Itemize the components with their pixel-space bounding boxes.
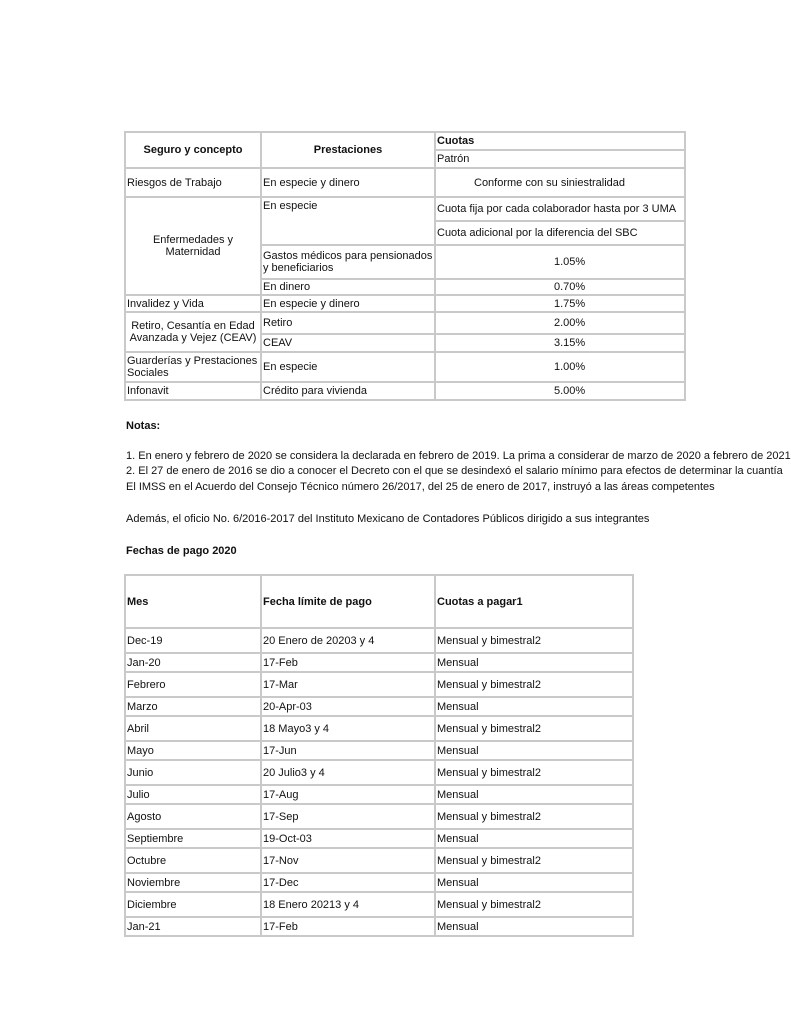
fechas-cell-cuotas: Mensual y bimestral2 (435, 760, 633, 785)
fechas-cell-fecha: 18 Enero 20213 y 4 (261, 892, 435, 917)
fechas-header-fecha: Fecha límite de pago (261, 575, 435, 628)
fechas-cell-fecha: 17-Feb (261, 917, 435, 936)
cuotas-table (124, 131, 686, 401)
retiro-retiro-cuota: 2.00% (435, 312, 685, 334)
fechas-cell-cuotas: Mensual (435, 917, 633, 936)
fechas-title: Fechas de pago 2020 (126, 545, 237, 557)
table-row (125, 848, 633, 873)
header-seguro: Seguro y concepto (125, 132, 261, 168)
fechas-cell-cuotas: Mensual y bimestral2 (435, 628, 633, 653)
fechas-cell-fecha: 20 Julio3 y 4 (261, 760, 435, 785)
fechas-cell-mes: Agosto (125, 804, 261, 829)
fechas-table-container (124, 574, 632, 934)
retiro-retiro: Retiro (261, 312, 435, 334)
fechas-cell-cuotas: Mensual y bimestral2 (435, 804, 633, 829)
fechas-cell-fecha: 17-Dec (261, 873, 435, 892)
infonavit-prest: Crédito para vivienda (261, 382, 435, 400)
fechas-cell-mes: Noviembre (125, 873, 261, 892)
nota-line-3: El IMSS en el Acuerdo del Consejo Técnico número 26/2017, del 25 de enero de 2017, instruyó a las áreas competentes (126, 481, 715, 493)
fechas-cell-mes: Diciembre (125, 892, 261, 917)
fechas-cell-mes: Jan-21 (125, 917, 261, 936)
riesgos-seguro: Riesgos de Trabajo (125, 168, 261, 197)
fechas-header-cuotas: Cuotas a pagar1 (435, 575, 633, 628)
table-row (125, 892, 633, 917)
table-row (125, 741, 633, 760)
fechas-table (124, 574, 634, 937)
fechas-cell-mes: Marzo (125, 697, 261, 716)
fechas-cell-fecha: 20 Enero de 20203 y 4 (261, 628, 435, 653)
enfermedades-dinero-cuota: 0.70% (435, 279, 685, 295)
fechas-cell-mes: Junio (125, 760, 261, 785)
enfermedades-especie: En especie (261, 197, 435, 245)
fechas-cell-mes: Febrero (125, 672, 261, 697)
guarderias-prest: En especie (261, 352, 435, 382)
enfermedades-cuota-fija: Cuota fija por cada colaborador hasta por 3 UMA (435, 197, 685, 221)
fechas-cell-cuotas: Mensual (435, 873, 633, 892)
fechas-cell-mes: Mayo (125, 741, 261, 760)
table-row (125, 672, 633, 697)
infonavit-seguro: Infonavit (125, 382, 261, 400)
fechas-cell-mes: Septiembre (125, 829, 261, 848)
retiro-ceav-cuota: 3.15% (435, 334, 685, 352)
table-row (125, 917, 633, 936)
invalidez-prest: En especie y dinero (261, 295, 435, 312)
fechas-cell-cuotas: Mensual (435, 741, 633, 760)
fechas-cell-fecha: 17-Feb (261, 653, 435, 672)
fechas-cell-fecha: 19-Oct-03 (261, 829, 435, 848)
header-prestaciones: Prestaciones (261, 132, 435, 168)
retiro-seguro: Retiro, Cesantía en Edad Avanzada y Vejez (CEAV) (125, 312, 261, 352)
guarderias-cuota: 1.00% (435, 352, 685, 382)
enfermedades-seguro: Enfermedades y Maternidad (125, 197, 261, 295)
table-row (125, 653, 633, 672)
fechas-cell-fecha: 17-Aug (261, 785, 435, 804)
table-row (125, 804, 633, 829)
fechas-cell-cuotas: Mensual y bimestral2 (435, 892, 633, 917)
riesgos-prest: En especie y dinero (261, 168, 435, 197)
riesgos-cuota: Conforme con su siniestralidad (435, 168, 685, 197)
fechas-cell-fecha: 17-Mar (261, 672, 435, 697)
fechas-cell-mes: Abril (125, 716, 261, 741)
table-row (125, 628, 633, 653)
enfermedades-gastos: Gastos médicos para pensionados y beneficiarios (261, 245, 435, 279)
enfermedades-gastos-cuota: 1.05% (435, 245, 685, 279)
fechas-cell-cuotas: Mensual (435, 785, 633, 804)
nota-line-2: 2. El 27 de enero de 2016 se dio a conocer el Decreto con el que se desindexó el salario mínimo para efectos de determinar la cuantía (126, 465, 783, 477)
fechas-header-mes: Mes (125, 575, 261, 628)
fechas-cell-fecha: 17-Jun (261, 741, 435, 760)
retiro-ceav: CEAV (261, 334, 435, 352)
fechas-cell-mes: Jan-20 (125, 653, 261, 672)
fechas-cell-cuotas: Mensual (435, 653, 633, 672)
fechas-cell-cuotas: Mensual y bimestral2 (435, 848, 633, 873)
table-row (125, 697, 633, 716)
fechas-cell-fecha: 20-Apr-03 (261, 697, 435, 716)
table-row (125, 873, 633, 892)
fechas-cell-mes: Julio (125, 785, 261, 804)
table-row (125, 716, 633, 741)
fechas-cell-cuotas: Mensual y bimestral2 (435, 716, 633, 741)
enfermedades-dinero: En dinero (261, 279, 435, 295)
table-row (125, 760, 633, 785)
fechas-cell-fecha: 17-Nov (261, 848, 435, 873)
fechas-cell-fecha: 18 Mayo3 y 4 (261, 716, 435, 741)
invalidez-seguro: Invalidez y Vida (125, 295, 261, 312)
fechas-cell-fecha: 17-Sep (261, 804, 435, 829)
nota-line-1: 1. En enero y febrero de 2020 se considera la declarada en febrero de 2019. La prima a considerar de marzo de 2020 a febrero de 2021 (126, 450, 791, 462)
fechas-cell-cuotas: Mensual (435, 697, 633, 716)
table-row (125, 785, 633, 804)
fechas-cell-cuotas: Mensual (435, 829, 633, 848)
guarderias-seguro: Guarderías y Prestaciones Sociales (125, 352, 261, 382)
header-patron: Patrón (435, 150, 685, 168)
header-cuotas: Cuotas (435, 132, 685, 150)
invalidez-cuota: 1.75% (435, 295, 685, 312)
nota-line-4: Además, el oficio No. 6/2016-2017 del Instituto Mexicano de Contadores Públicos dirigido a sus integrantes (126, 513, 650, 525)
cuotas-table-container (124, 131, 677, 405)
fechas-cell-mes: Octubre (125, 848, 261, 873)
enfermedades-cuota-adicional: Cuota adicional por la diferencia del SBC (435, 221, 685, 245)
table-row (125, 829, 633, 848)
fechas-cell-mes: Dec-19 (125, 628, 261, 653)
fechas-cell-cuotas: Mensual y bimestral2 (435, 672, 633, 697)
infonavit-cuota: 5.00% (435, 382, 685, 400)
notas-body (124, 449, 791, 539)
notas-title: Notas: (126, 420, 161, 432)
